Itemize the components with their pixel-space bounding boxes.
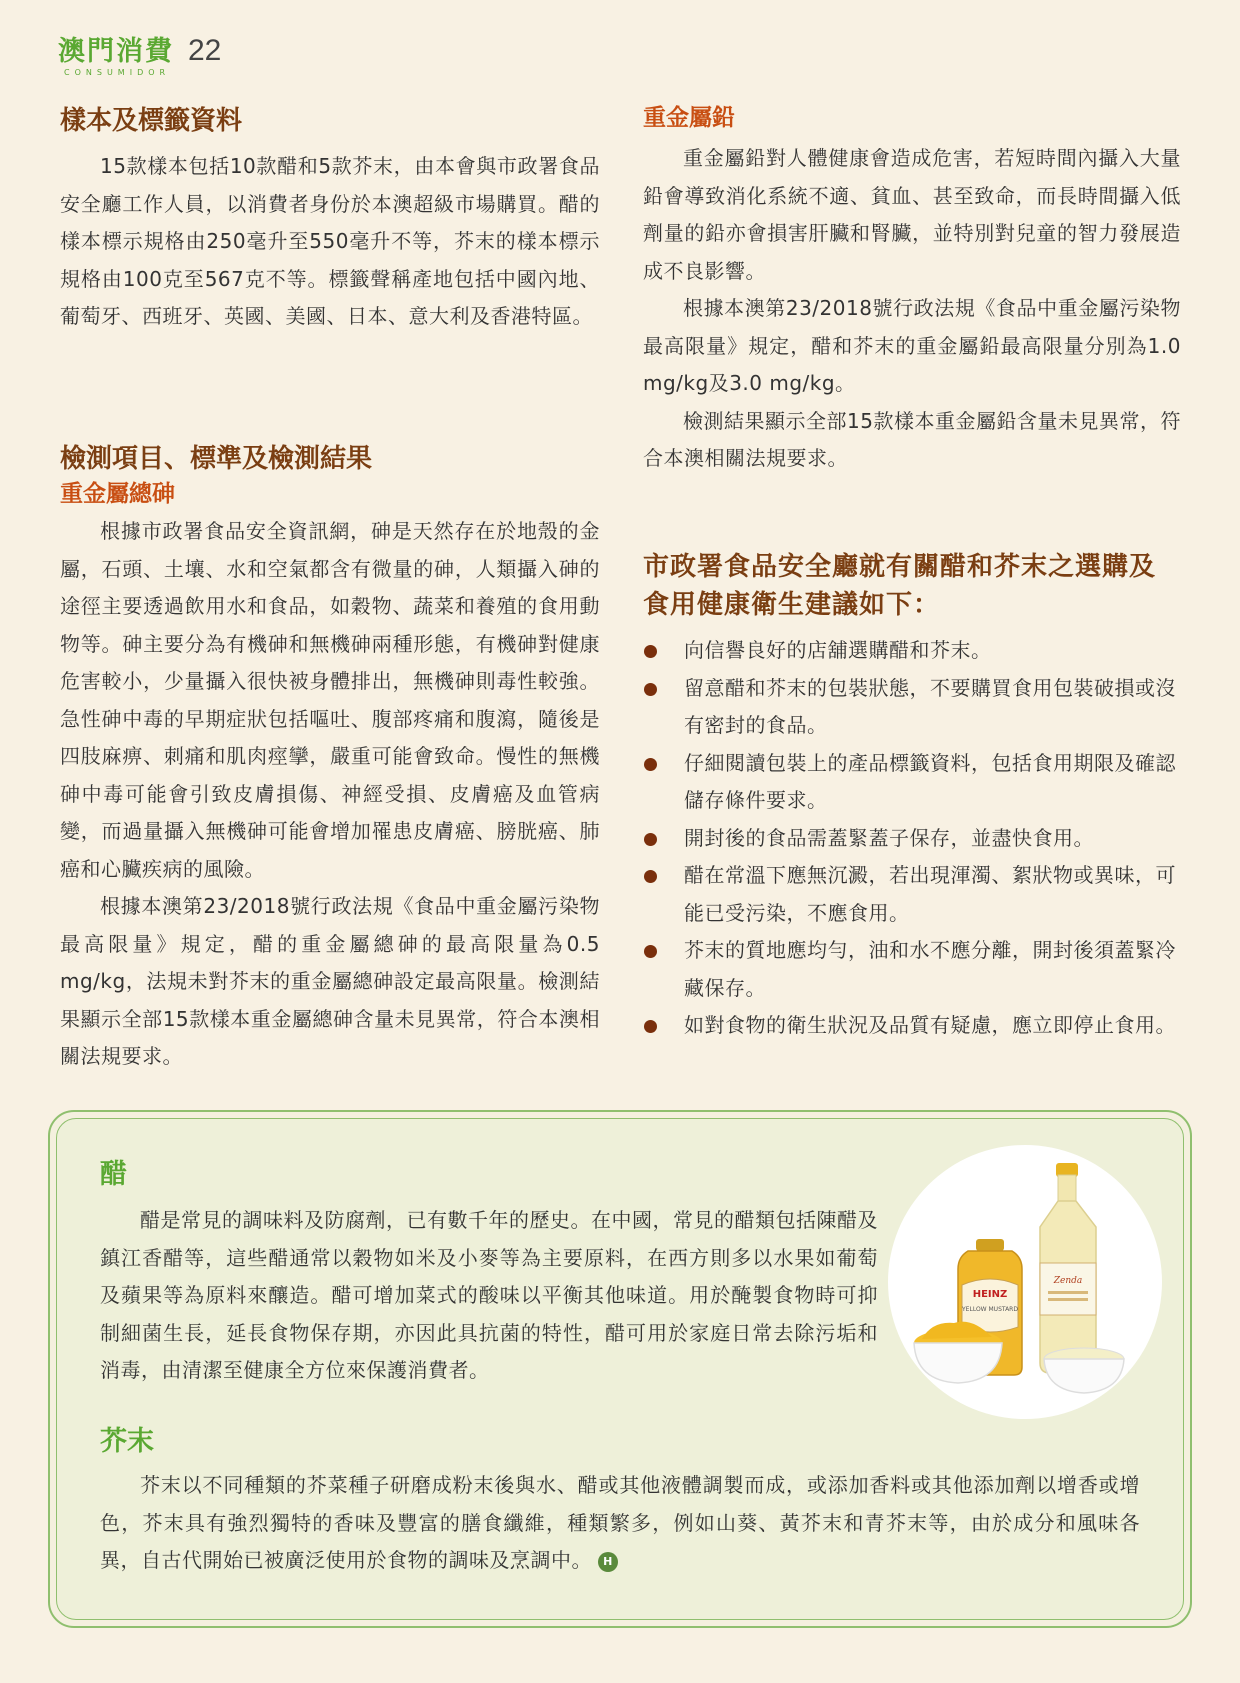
mustard-bottle-label: HEINZ: [972, 1289, 1008, 1300]
vinegar-title: 醋: [100, 1159, 127, 1190]
vinegar-paragraph: 醋是常見的調味料及防腐劑，已有數千年的歷史。在中國，常見的醋類包括陳醋及鎮江香醋等，這些醋通常以穀物如米及小麥等為主要原料，在西方則多以水果如葡萄及蘋果等為原料來釀造。醋可增加菜式的酸味以平衡其他味道。用於醃製食物時可抑制細菌生長，延長食物保存期，亦因此具抗菌的特性，醋可用於家庭日常去除污垢和消毒，由清潔至健康全方位來保護消費者。: [100, 1208, 878, 1382]
bullet-icon: [644, 683, 657, 696]
list-item: [643, 745, 1181, 820]
testing-section: [60, 442, 600, 1076]
lead-paragraph-2: 根據本澳第23/2018號行政法規《食品中重金屬污染物最高限量》規定，醋和芥末的重金屬鉛最高限量分別為1.0 mg/kg及3.0 mg/kg。: [643, 296, 1181, 395]
bullet-icon: [644, 870, 657, 883]
advice-section: [643, 548, 1181, 1045]
advice-list: [643, 632, 1181, 1045]
page-number: 22: [188, 34, 222, 67]
mustard-info: [100, 1425, 1140, 1580]
bullet-icon: [644, 833, 657, 846]
advice-item-text: 醋在常溫下應無沉澱，若出現渾濁、絮狀物或異味，可能已受污染，不應食用。: [684, 863, 1176, 925]
list-item: [643, 932, 1181, 1007]
sample-section: [60, 104, 600, 336]
list-item: [643, 1007, 1181, 1045]
logo-subtitle: CONSUMIDOR: [64, 68, 171, 77]
mustard-paragraph: 芥末以不同種類的芥菜種子研磨成粉末後與水、醋或其他液體調製而成，或添加香料或其他添加劑以增香或增色，芥末具有強烈獨特的香味及豐富的膳食纖維，種類繁多，例如山葵、黃芥末和青芥末等，由於成分和風味各異，自古代開始已被廣泛使用於食物的調味及烹調中。: [100, 1473, 1140, 1572]
mustard-bottle-sublabel: YELLOW MUSTARD: [962, 1306, 1018, 1313]
arsenic-paragraph-1: 根據市政署食品安全資訊網，砷是天然存在於地殼的金屬，石頭、土壤、水和空氣都含有微量的砷，人類攝入砷的途徑主要透過飲用水和食品，如穀物、蔬菜和養殖的食用動物等。砷主要分為有機砷和無機砷兩種形態，有機砷對健康危害較小，少量攝入很快被身體排出，無機砷則毒性較強。急性砷中毒的早期症狀包括嘔吐、腹部疼痛和腹瀉，隨後是四肢麻痹、刺痛和肌肉痙攣，嚴重可能會致命。慢性的無機砷中毒可能會引致皮膚損傷、神經受損、皮膚癌及血管病變，而過量攝入無機砷可能會增加罹患皮膚癌、膀胱癌、肺癌和心臟疾病的風險。: [60, 519, 600, 881]
bullet-icon: [644, 945, 657, 958]
advice-item-text: 向信譽良好的店舖選購醋和芥末。: [684, 638, 992, 662]
lead-paragraph-3: 檢測結果顯示全部15款樣本重金屬鉛含量未見異常，符合本澳相關法規要求。: [643, 408, 1181, 470]
bullet-icon: [644, 645, 657, 658]
advice-item-text: 仔細閱讀包裝上的產品標籤資料，包括食用期限及確認儲存條件要求。: [684, 750, 1176, 812]
advice-item-text: 芥末的質地應均勻，油和水不應分離，開封後須蓋緊冷藏保存。: [684, 938, 1176, 1000]
bullet-icon: [644, 758, 657, 771]
advice-item-text: 如對食物的衛生狀況及品質有疑慮，應立即停止食用。: [684, 1013, 1176, 1037]
advice-section-title: 市政署食品安全廳就有關醋和芥末之選購及食用健康衛生建議如下：: [643, 552, 1157, 620]
lead-section: [643, 102, 1181, 478]
list-item: [643, 670, 1181, 745]
vinegar-bottle-label: Zenda: [1053, 1276, 1083, 1286]
lead-paragraph-1: 重金屬鉛對人體健康會造成危害，若短時間內攝入大量鉛會導致消化系統不適、貧血、甚至致命，而長時間攝入低劑量的鉛亦會損害肝臟和腎臟，並特別對兒童的智力發展造成不良影響。: [643, 146, 1181, 283]
arsenic-subtitle: 重金屬總砷: [60, 481, 175, 507]
mustard-title: 芥末: [100, 1426, 154, 1457]
mustard-paragraph-wrapper: [100, 1467, 1140, 1580]
lead-subtitle: 重金屬鉛: [643, 105, 735, 131]
logo-title: 澳門消費: [58, 36, 174, 67]
list-item: [643, 632, 1181, 670]
advice-item-text: 留意醋和芥末的包裝狀態，不要購買食用包裝破損或沒有密封的食品。: [684, 675, 1176, 737]
sample-paragraph: 15款樣本包括10款醋和5款芥末，由本會與市政署食品安全廳工作人員，以消費者身份於本澳超級市場購買。醋的樣本標示規格由250毫升至550毫升不等，芥末的樣本標示規格由100克至567克不等。標籤聲稱產地包括中國內地、葡萄牙、西班牙、英國、美國、日本、意大利及香港特區。: [60, 154, 600, 328]
advice-item-text: 開封後的食品需蓋緊蓋子保存，並盡快食用。: [684, 825, 1094, 850]
vinegar-info: [100, 1158, 878, 1390]
sample-section-title: 樣本及標籤資料: [60, 106, 243, 136]
list-item: [643, 857, 1181, 932]
bullet-icon: [644, 1020, 657, 1033]
list-item: [643, 820, 1181, 858]
arsenic-paragraph-2: 根據本澳第23/2018號行政法規《食品中重金屬污染物最高限量》規定，醋的重金屬總砷的最高限量為0.5 mg/kg，法規未對芥末的重金屬總砷設定最高限量。檢測結果顯示全部15款樣本重金屬總砷含量未見異常，符合本澳相關法規要求。: [60, 894, 600, 1068]
vinegar-mustard-photo: [888, 1145, 1162, 1419]
magazine-logo: [58, 36, 174, 78]
testing-section-title: 檢測項目、標準及檢測結果: [60, 444, 373, 474]
end-mark-icon: H: [598, 1552, 618, 1572]
condiments-illustration: [888, 1145, 1162, 1419]
